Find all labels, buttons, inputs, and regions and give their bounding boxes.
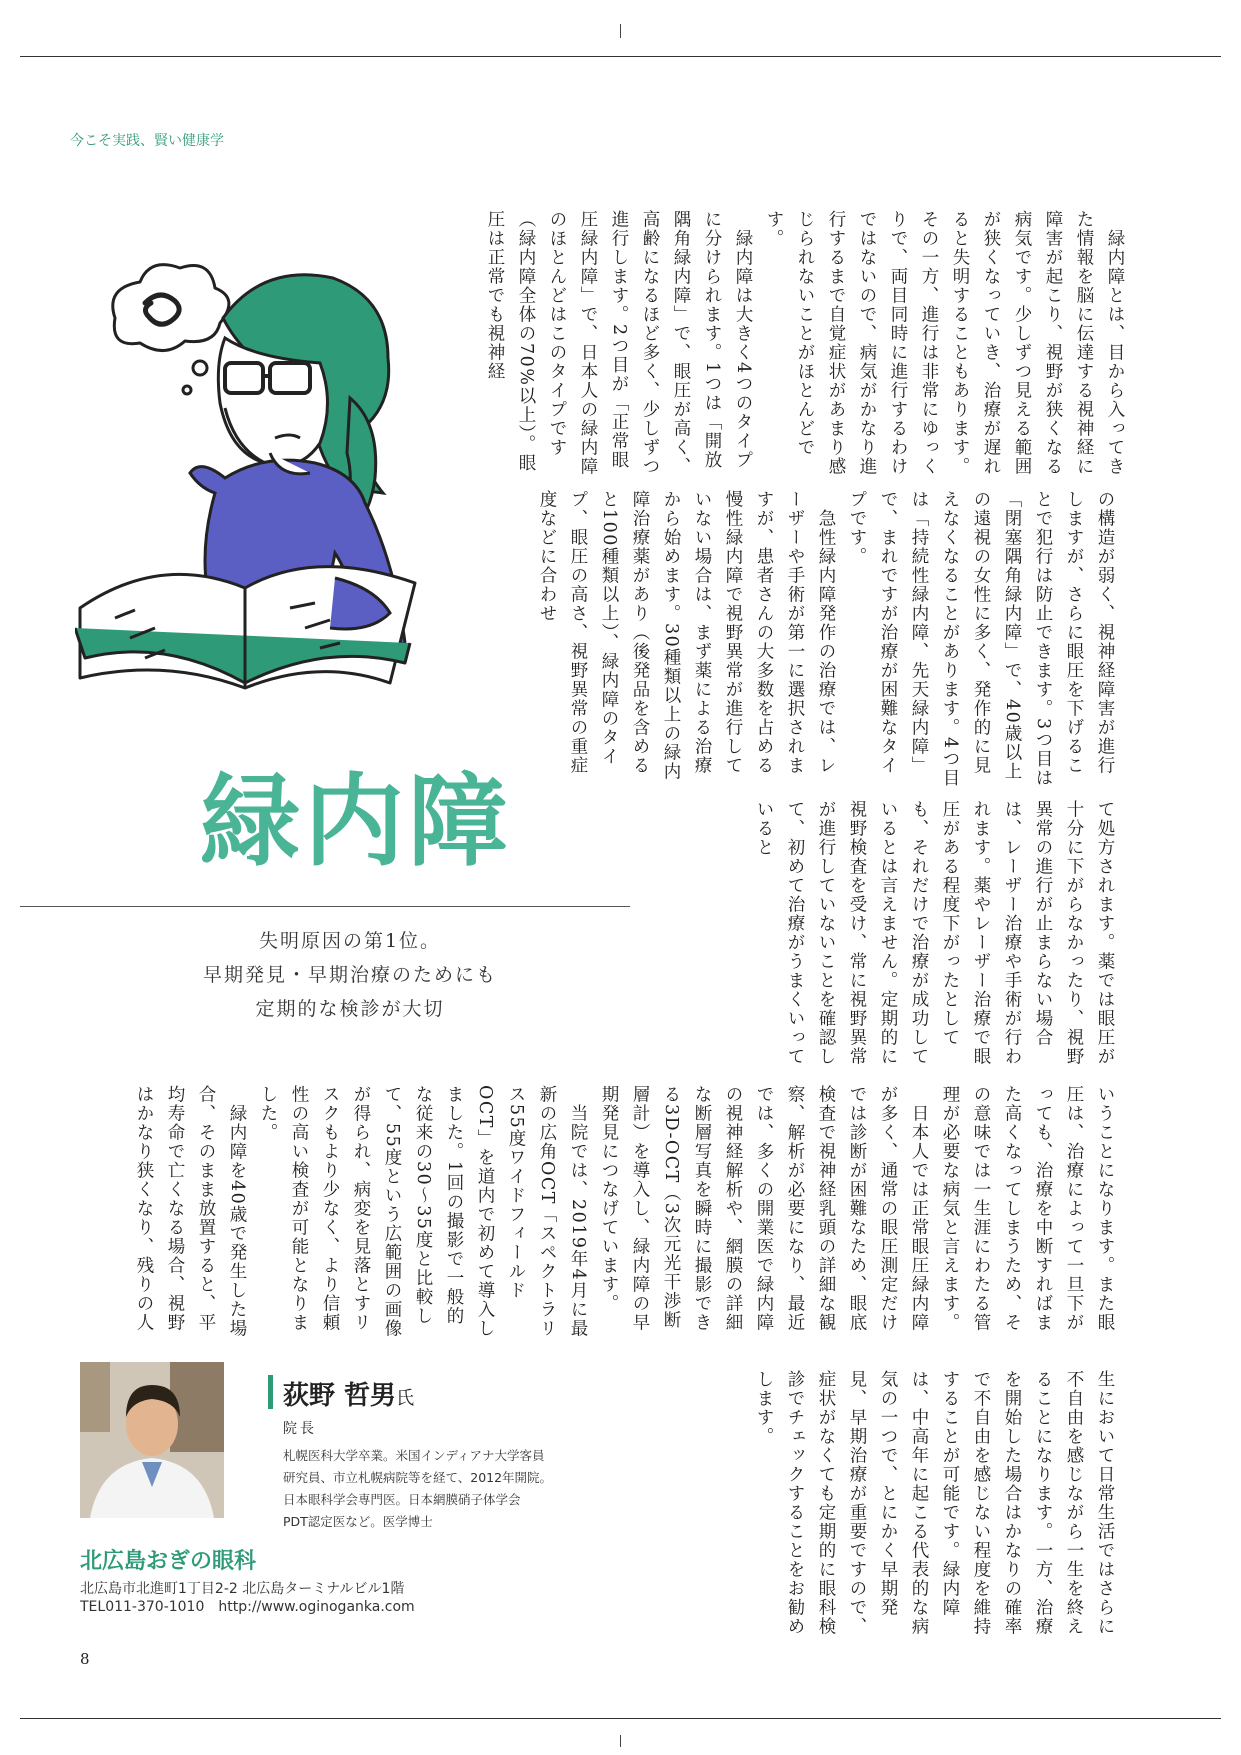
bottom-crop-mark: [620, 1735, 621, 1747]
subtitle-line: 定期的な検診が大切: [255, 998, 445, 1020]
article-column-1: [430, 210, 1130, 485]
paragraph: 急性緑内障発作の治療では、レーザーや手術が第一に選択されますが、患者さんの大多数を占める慢性緑内障で視野異常が進行していない場合は、まず薬による治療から始めます。30種類以上の緑内障治療薬があり（後発品を含めると100種類以上）、緑内障のタイプ、眼圧の高さ、視野異常の重症度などに合わせ: [537, 490, 836, 782]
bio-line: 日本眼科学会専門医。日本網膜硝子体学会: [283, 1492, 521, 1507]
subtitle-line: 早期発見・早期治療のためにも: [202, 964, 497, 986]
article-column-6: [735, 1370, 1120, 1640]
top-rule: [20, 56, 1221, 57]
article-column-3: [720, 800, 1120, 1080]
clinic-address: 北広島市北進町1丁目2-2 北広島ターミナルビル1階: [80, 1581, 405, 1597]
article-column-4: [90, 1085, 1120, 1343]
paragraph: 緑内障とは、目から入ってきた情報を脳に伝達する視神経に障害が起こり、視野が狭くなる病気です。少しずつ見える範囲が狭くなっていき、治療が遅れると失明することもあります。その一方、進行は非常にゆっくりで、両目同時に進行するわけではないので、病気がかなり進行するまで自覚症状があまり感じられないことがほとんどです。: [764, 210, 1125, 476]
article-subtitle: [90, 924, 610, 1026]
doctor-name-text: 荻野 哲男: [283, 1381, 397, 1411]
article-title: 緑内障: [200, 763, 512, 880]
paragraph: 緑内障は大きく4つのタイプに分けられます。1つは「開放隅角緑内障」で、眼圧が高く、高齢になるほど多く、少しずつ進行します。2つ目が「正常眼圧緑内障」で、日本人の緑内障のほとんどはこのタイプです（緑内障全体の70%以上）。眼圧は正常でも視神経: [485, 210, 753, 476]
paragraph: いうことになります。また眼圧は、治療によって一旦下がっても、治療を中断すればまた高くなってしまうため、その意味では一生涯にわたる管理が必要な病気と言えます。: [940, 1085, 1115, 1332]
bio-line: 札幌医科大学卒業。米国インディアナ大学客員: [283, 1448, 545, 1463]
paragraph: 緑内障を40歳で発生した場合、そのまま放置すると、平均寿命で亡くなる場合、視野はかなり狭くなり、残りの人: [134, 1085, 247, 1339]
clinic-tel: TEL011-370-1010: [80, 1599, 205, 1615]
article-column-2-final: [430, 490, 1120, 790]
reading-woman-illustration: [75, 248, 420, 718]
top-crop-mark: [620, 24, 621, 38]
clinic-contact: [80, 1599, 429, 1615]
paragraph: て処方されます。薬では眼圧が十分に下がらなかったり、視野異常の進行が止まらない場合は、レーザー治療や手術が行われます。薬やレーザー治療で眼圧がある程度下がったとしても、それだけで治療が成功しているとは言えません。定期的に視野検査を受け、常に視野異常が進行していないことを確認して、初めて治療がうまくいっていると: [754, 800, 1115, 1066]
bio-line: PDT認定医など。医学博士: [283, 1514, 433, 1529]
subtitle-line: 失明原因の第1位。: [258, 930, 442, 952]
doctor-bio: [283, 1445, 583, 1533]
paragraph: 日本人では正常眼圧緑内障が多く、通常の眼圧測定だけでは診断が困難なため、眼底検査で視神経乳頭の詳細な観察、解析が必要になり、最近では、多くの開業医で緑内障の視神経解析や、網膜の詳細な断層写真を瞬時に撮影できる3D-OCT（3次元光干渉断層計）を導入し、緑内障の早期発見につなげています。: [599, 1085, 929, 1332]
doctor-role: 院長: [283, 1421, 317, 1437]
clinic-url[interactable]: http://www.oginoganka.com: [218, 1599, 415, 1615]
bio-line: 研究員、市立札幌病院等を経て、2012年開院。: [283, 1470, 553, 1485]
doctor-portrait-icon: [80, 1362, 224, 1518]
doctor-photo: [80, 1362, 224, 1518]
doctor-name: [283, 1375, 414, 1412]
page-number: 8: [80, 1650, 90, 1668]
doctor-honorific: 氏: [396, 1388, 415, 1409]
name-accent-bar: [268, 1375, 273, 1409]
paragraph: 生において日常生活ではさらに不自由を感じながら一生を終えることになります。一方、治療を開始した場合はかなりの確率で不自由を感じない程度を維持することが可能です。緑内障は、中高年に起こる代表的な病気の一つで、とにかく早期発見、早期治療が重要ですので、症状がなくても定期的に眼科検診でチェックすることをお勧めします。: [754, 1370, 1115, 1636]
series-title: 今こそ実践、賢い健康学: [70, 133, 224, 149]
paragraph: 当院では、2019年4月に最新の広角OCT「スペクトラリス55度ワイドフィールドOCT」を道内で初めて導入しました。1回の撮影で一般的な従来の30～35度と比較して、55度という広範囲の画像が得られ、病変を見落とすリスクもより少なく、より信頼性の高い検査が可能となりました。: [258, 1085, 588, 1339]
clinic-name: 北広島おぎの眼科: [80, 1549, 257, 1574]
paragraph: の構造が弱く、視神経障害が進行しますが、さらに眼圧を下げることで犯行は防止できます。3つ目は「閉塞隅角緑内障」で、40歳以上の遠視の女性に多く、発作的に見えなくなることがあります。4つ目は「持続性緑内障、先天緑内障」で、まれですが治療が困難なタイプです。: [847, 490, 1115, 788]
thought-bubble: [113, 265, 229, 351]
title-rule: [20, 906, 630, 907]
bottom-rule: [20, 1718, 1221, 1719]
